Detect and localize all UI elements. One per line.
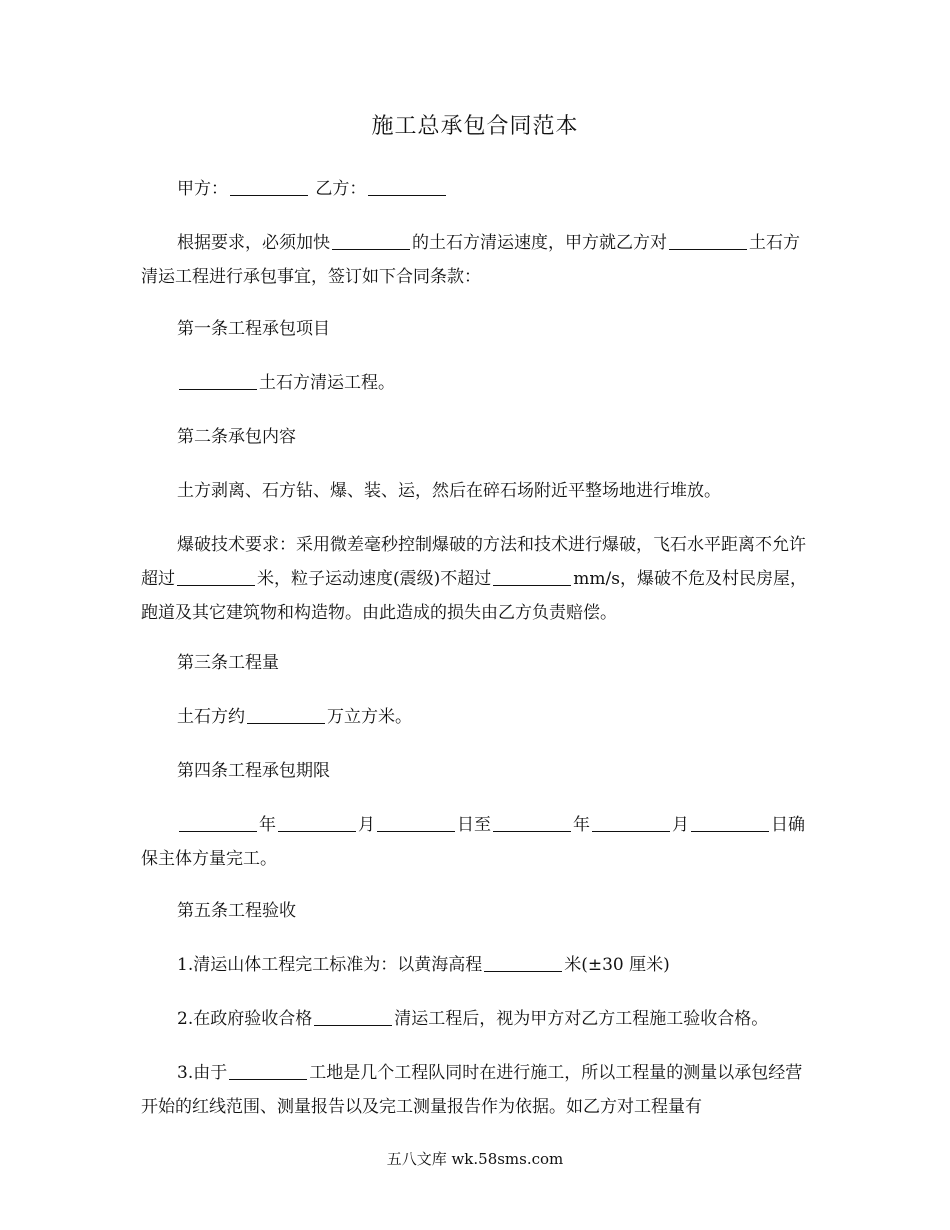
article4-heading: 第四条工程承包期限 (177, 761, 330, 781)
year-label: 年 (259, 815, 276, 835)
article5-item3 (141, 1056, 813, 1124)
blank-field (493, 809, 571, 832)
blank-field (314, 1003, 392, 1026)
day-label: 日 (771, 815, 788, 835)
blank-field (691, 809, 769, 832)
day-to-label: 日至 (457, 815, 491, 835)
month-label: 月 (358, 815, 375, 835)
blank-field (177, 563, 255, 586)
article3-body (141, 700, 813, 734)
intro-paragraph (141, 226, 813, 294)
article2-body: 土方剥离、石方钻、爆、装、运，然后在碎石场附近平整场地进行堆放。 (177, 481, 721, 501)
document-title: 施工总承包合同范本 (371, 114, 579, 139)
blank-field (493, 563, 571, 586)
month-label: 月 (672, 815, 689, 835)
party-a-label: 甲方： (177, 179, 228, 199)
blank-field (247, 701, 325, 724)
article5-item1 (141, 948, 813, 982)
parties-line (141, 172, 813, 206)
page-footer: 五八文库 wk.58sms.com (386, 1150, 564, 1168)
intro-text-2: 的土石方清运速度，甲方就乙方对 (412, 233, 667, 253)
article4-body (141, 808, 813, 876)
blast-text-3: mm/s，爆破不危及村民房屋，跑道及其它建筑物和构造物。由此造成的损失由乙方负责赔偿。 (141, 569, 807, 623)
item3-text-1: 3.由于 (177, 1063, 228, 1083)
party-b-label: 乙方： (315, 179, 367, 199)
item2-text-1: 2.在政府验收合格 (177, 1009, 313, 1029)
blank-field (377, 809, 455, 832)
blank-field (179, 367, 257, 390)
article3-heading: 第三条工程量 (177, 653, 279, 673)
article1-body (141, 366, 813, 400)
article5-item2 (141, 1002, 813, 1036)
article1-text: 土石方清运工程。 (259, 373, 395, 393)
item3-text-2: 工地是几个工程队同时在进行施工，所以工程量的测量以承包经营开始的红线范围、测量报告以及完工测量报告作为依据。如乙方对工程量有 (141, 1063, 803, 1117)
blank-field (332, 227, 410, 250)
blank-field (484, 949, 562, 972)
blank-field (669, 227, 747, 250)
article4-tail: 确保主体方量完工。 (141, 815, 805, 869)
blast-text-1: 爆破技术要求：采用微差毫秒控制爆破的方法和技术进行爆破，飞石水平距离不允许超过 (141, 535, 806, 589)
article2-heading: 第二条承包内容 (177, 427, 296, 447)
blank-field (278, 809, 356, 832)
item1-text-1: 1.清运山体工程完工标准为：以黄海高程 (177, 955, 483, 975)
intro-text-3: 土石方清运工程进行承包事宜，签订如下合同条款： (141, 233, 800, 287)
item1-text-2: 米(±30 厘米) (564, 955, 670, 975)
item2-text-2: 清运工程后，视为甲方对乙方工程施工验收合格。 (394, 1009, 769, 1029)
blank-field (179, 809, 257, 832)
blast-text-2: 米，粒子运动速度(震级)不超过 (257, 569, 492, 589)
blast-requirements-paragraph (141, 528, 813, 630)
article3-text-2: 万立方米。 (327, 707, 412, 727)
blank-field (592, 809, 670, 832)
blank-field (229, 1057, 307, 1080)
year-label: 年 (573, 815, 590, 835)
article1-heading: 第一条工程承包项目 (177, 319, 330, 339)
intro-text-1: 根据要求，必须加快 (177, 233, 330, 253)
article5-heading: 第五条工程验收 (177, 901, 296, 921)
party-a-blank (230, 173, 308, 196)
article3-text-1: 土石方约 (177, 707, 245, 727)
party-b-blank (368, 173, 446, 196)
